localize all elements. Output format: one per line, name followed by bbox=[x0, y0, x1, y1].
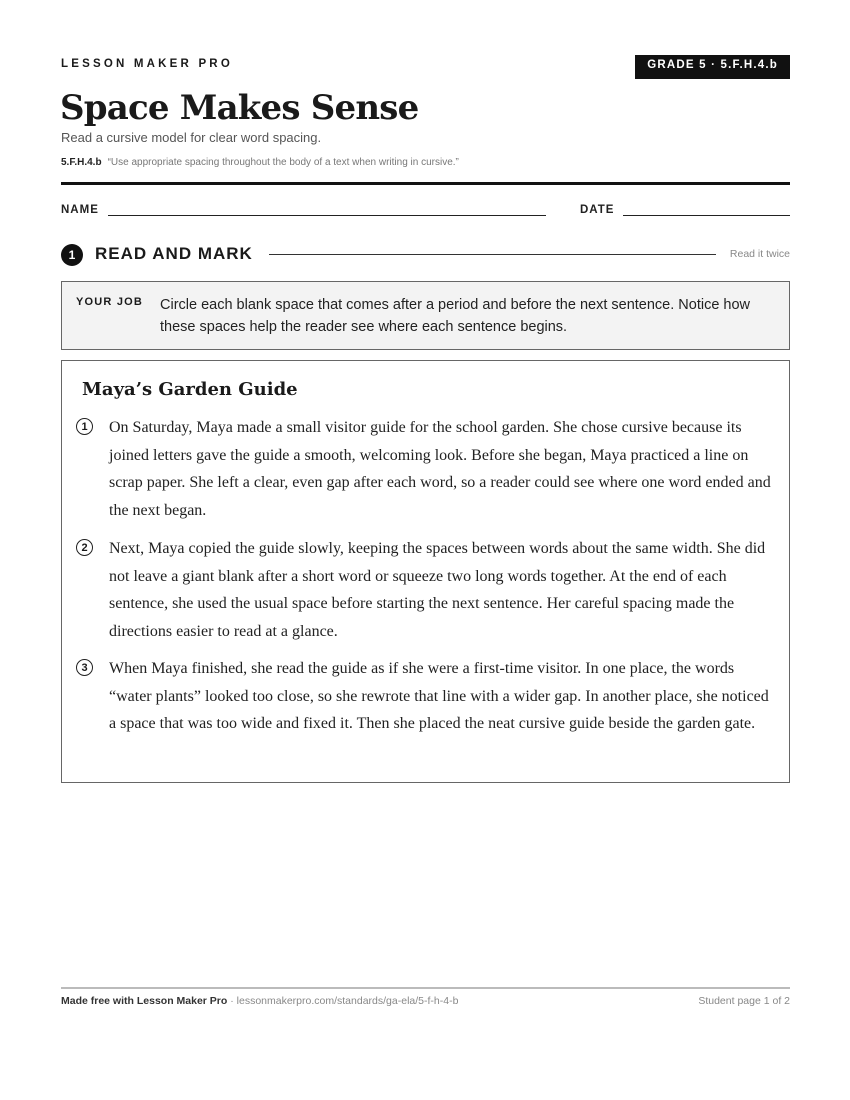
date-field[interactable] bbox=[623, 215, 790, 216]
section-title: READ AND MARK bbox=[95, 244, 253, 263]
worksheet-page bbox=[61, 0, 790, 1100]
page-title: Space Makes Sense bbox=[60, 88, 419, 128]
name-field[interactable] bbox=[108, 215, 546, 216]
paragraph-text: When Maya finished, she read the guide as if she were a first-time visitor. In one place, the words “water plants” looked too close, so she rewrote that line with a wider gap. In another place, she noticed a space that was too wide and fixed it. Then she placed the neat cursive guide beside the garden gate. bbox=[109, 660, 769, 732]
paragraph-number: 2 bbox=[76, 539, 93, 556]
standard-text: “Use appropriate spacing throughout the body of a text when writing in cursive.” bbox=[107, 157, 459, 168]
footer-made-with: Made free with Lesson Maker Pro bbox=[61, 995, 228, 1007]
grade-badge: GRADE 5 · 5.F.H.4.b bbox=[635, 55, 790, 79]
brand-name: LESSON MAKER PRO bbox=[61, 58, 233, 70]
your-job-box bbox=[61, 281, 790, 350]
standard-line bbox=[61, 157, 459, 168]
reading-passage bbox=[61, 360, 790, 783]
your-job-instructions: Circle each blank space that comes after a period and before the next sentence. Notice how these spaces help the reader see where each sentence begins. bbox=[160, 297, 751, 335]
header-divider bbox=[61, 182, 790, 185]
date-label: DATE bbox=[580, 204, 615, 216]
footer-divider bbox=[61, 987, 790, 989]
footer-url[interactable]: · lessonmakerpro.com/standards/ga-ela/5-f-h-4-b bbox=[230, 995, 459, 1007]
paragraph-text: On Saturday, Maya made a small visitor guide for the school garden. She chose cursive because its joined letters gave the guide a smooth, welcoming look. Before she began, Maya practiced a line on scrap paper. She left a clear, even gap after each word, so a reader could see where one word ended and the next began. bbox=[109, 419, 771, 519]
page-subtitle: Read a cursive model for clear word spacing. bbox=[61, 130, 322, 145]
name-label: NAME bbox=[61, 204, 99, 216]
section-note: Read it twice bbox=[729, 248, 790, 260]
footer-page-number: Student page 1 of 2 bbox=[698, 995, 790, 1007]
your-job-label: YOUR JOB bbox=[76, 296, 144, 308]
standard-code: 5.F.H.4.b bbox=[61, 157, 102, 168]
paragraph-number: 1 bbox=[76, 418, 93, 435]
paragraph-number: 3 bbox=[76, 659, 93, 676]
section-number-badge: 1 bbox=[61, 244, 83, 266]
paragraph-text: Next, Maya copied the guide slowly, keeping the spaces between words about the same width. She did not leave a giant blank after a short word or squeeze two long words together. At the end of each sentence, she used the usual space before starting the next sentence. Her careful spacing made the directions easier to read at a glance. bbox=[109, 540, 766, 640]
footer-credit bbox=[61, 995, 458, 1007]
passage-title: Maya’s Garden Guide bbox=[82, 379, 298, 400]
section-divider bbox=[269, 254, 716, 255]
